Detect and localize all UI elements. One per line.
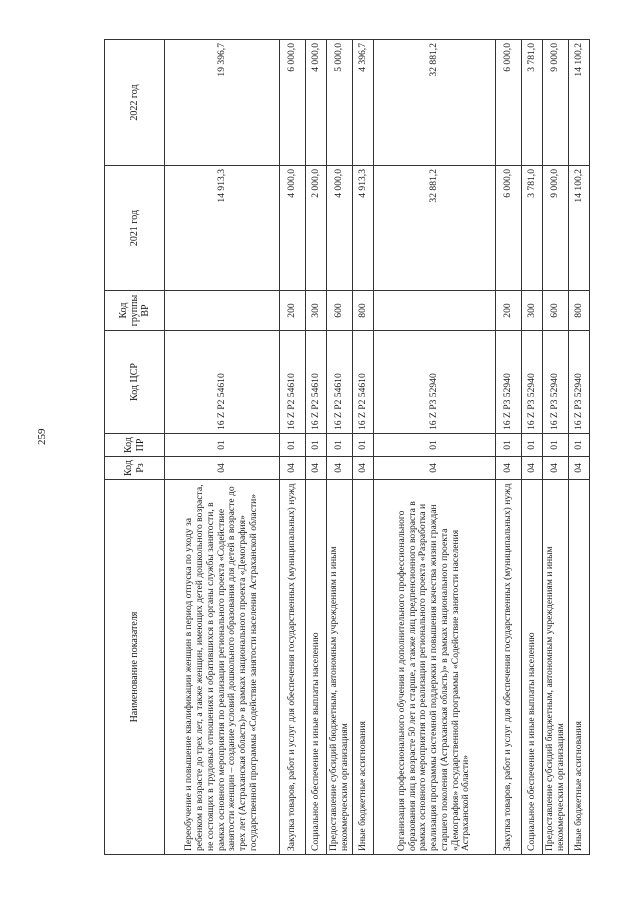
cell-name: Предоставление субсидий бюджетным, автономным учреждениям и иным некоммерческим организациям <box>543 480 569 855</box>
table-row <box>522 40 543 855</box>
cell-2022: 6 000,0 <box>280 40 306 166</box>
cell-pr: 01 <box>374 434 496 457</box>
cell-vr: 200 <box>496 291 522 331</box>
cell-2022: 5 000,0 <box>327 40 353 166</box>
cell-2022: 4 000,0 <box>306 40 327 166</box>
header-vr: Код группы ВР <box>105 291 165 331</box>
table-row <box>165 40 280 855</box>
cell-2021: 2 000,0 <box>306 166 327 291</box>
cell-rz: 04 <box>353 457 374 480</box>
header-csr: Код ЦСР <box>105 331 165 434</box>
cell-pr: 01 <box>353 434 374 457</box>
table-row <box>327 40 353 855</box>
cell-2021: 9 000,0 <box>543 166 569 291</box>
cell-name: Иные бюджетные ассигнования <box>569 480 590 855</box>
cell-pr: 01 <box>327 434 353 457</box>
cell-vr: 300 <box>522 291 543 331</box>
cell-pr: 01 <box>569 434 590 457</box>
table-row <box>374 40 496 855</box>
cell-name: Социальное обеспечение и иные выплаты населению <box>306 480 327 855</box>
cell-vr: 600 <box>543 291 569 331</box>
table-row <box>306 40 327 855</box>
cell-2021: 14 100,2 <box>569 166 590 291</box>
cell-2021: 4 000,0 <box>280 166 306 291</box>
cell-pr: 01 <box>306 434 327 457</box>
cell-csr: 16 Z P2 54610 <box>306 331 327 434</box>
cell-csr: 16 Z P2 54610 <box>280 331 306 434</box>
cell-rz: 04 <box>569 457 590 480</box>
cell-2021: 4 000,0 <box>327 166 353 291</box>
header-rz: Код Рз <box>105 457 165 480</box>
cell-name: Закупка товаров, работ и услуг для обеспечения государственных (муниципальных) нужд <box>496 480 522 855</box>
cell-2021: 32 881,2 <box>374 166 496 291</box>
table-row <box>496 40 522 855</box>
cell-name: Иные бюджетные ассигнования <box>353 480 374 855</box>
cell-2021: 3 781,0 <box>522 166 543 291</box>
cell-rz: 04 <box>280 457 306 480</box>
cell-2022: 4 396,7 <box>353 40 374 166</box>
cell-vr: 800 <box>569 291 590 331</box>
cell-pr: 01 <box>280 434 306 457</box>
header-pr: Код ПР <box>105 434 165 457</box>
cell-rz: 04 <box>496 457 522 480</box>
cell-vr: 800 <box>353 291 374 331</box>
cell-name: Переобучение и повышение квалификации женщин в период отпуска по уходу за ребенком в возрасте до трех лет, а также женщин, имеющих детей дошкольного возраста, не состоящих в трудовых отношениях и обратившихся в органы службы занятости, в рамках основного мероприятия по реализации регионального проекта «Содействие занятости женщин – создание условий дошкольного образования для детей в возрасте до трех лет (Астраханская область)» в рамках национального проекта «Демография» государственной программы «Содействие занятости населения Астраханской области» <box>165 480 280 855</box>
table-row <box>543 40 569 855</box>
cell-csr: 16 Z P2 54610 <box>327 331 353 434</box>
cell-csr: 16 Z P3 52940 <box>569 331 590 434</box>
cell-rz: 04 <box>165 457 280 480</box>
cell-vr <box>374 291 496 331</box>
table-row <box>280 40 306 855</box>
cell-name: Предоставление субсидий бюджетным, автономным учреждениям и иным некоммерческим организациям <box>327 480 353 855</box>
cell-csr: 16 Z P3 52940 <box>374 331 496 434</box>
cell-vr: 600 <box>327 291 353 331</box>
cell-vr: 300 <box>306 291 327 331</box>
cell-2021: 14 913,3 <box>165 166 280 291</box>
header-2021: 2021 год <box>105 166 165 291</box>
cell-csr: 16 Z P3 52940 <box>543 331 569 434</box>
cell-2022: 6 000,0 <box>496 40 522 166</box>
table-row <box>353 40 374 855</box>
cell-vr: 200 <box>280 291 306 331</box>
cell-pr: 01 <box>165 434 280 457</box>
cell-pr: 01 <box>522 434 543 457</box>
cell-2022: 9 000,0 <box>543 40 569 166</box>
cell-2021: 4 913,3 <box>353 166 374 291</box>
cell-2022: 32 881,2 <box>374 40 496 166</box>
cell-vr <box>165 291 280 331</box>
cell-csr: 16 Z P2 54610 <box>165 331 280 434</box>
cell-rz: 04 <box>306 457 327 480</box>
cell-name: Социальное обеспечение и иные выплаты населению <box>522 480 543 855</box>
cell-rz: 04 <box>374 457 496 480</box>
cell-2021: 6 000,0 <box>496 166 522 291</box>
cell-rz: 04 <box>327 457 353 480</box>
header-indicator-name: Наименование показателя <box>105 480 165 855</box>
cell-csr: 16 Z P3 52940 <box>496 331 522 434</box>
table-row <box>569 40 590 855</box>
cell-2022: 14 100,2 <box>569 40 590 166</box>
cell-name: Закупка товаров, работ и услуг для обеспечения государственных (муниципальных) нужд <box>280 480 306 855</box>
budget-table-container <box>104 40 584 855</box>
budget-table <box>104 39 590 855</box>
cell-2022: 3 781,0 <box>522 40 543 166</box>
cell-2022: 19 396,7 <box>165 40 280 166</box>
cell-csr: 16 Z P3 52940 <box>522 331 543 434</box>
table-header-row <box>105 40 165 855</box>
cell-rz: 04 <box>543 457 569 480</box>
cell-pr: 01 <box>496 434 522 457</box>
cell-name: Организация профессионального обучения и дополнительного профессионального образования лиц в возрасте 50 лет и старше, а также лиц предпенсионного возраста в рамках основного мероприятия по реализации регионального проекта «Разработка и реализация программы системной поддержки и повышения качества жизни граждан старшего поколения (Астраханская область)» в рамках национального проекта «Демография» государственной программы «Содействие занятости населения Астраханской области» <box>374 480 496 855</box>
cell-csr: 16 Z P2 54610 <box>353 331 374 434</box>
cell-pr: 01 <box>543 434 569 457</box>
header-2022: 2022 год <box>105 40 165 166</box>
cell-rz: 04 <box>522 457 543 480</box>
page-number: 259 <box>36 428 48 445</box>
